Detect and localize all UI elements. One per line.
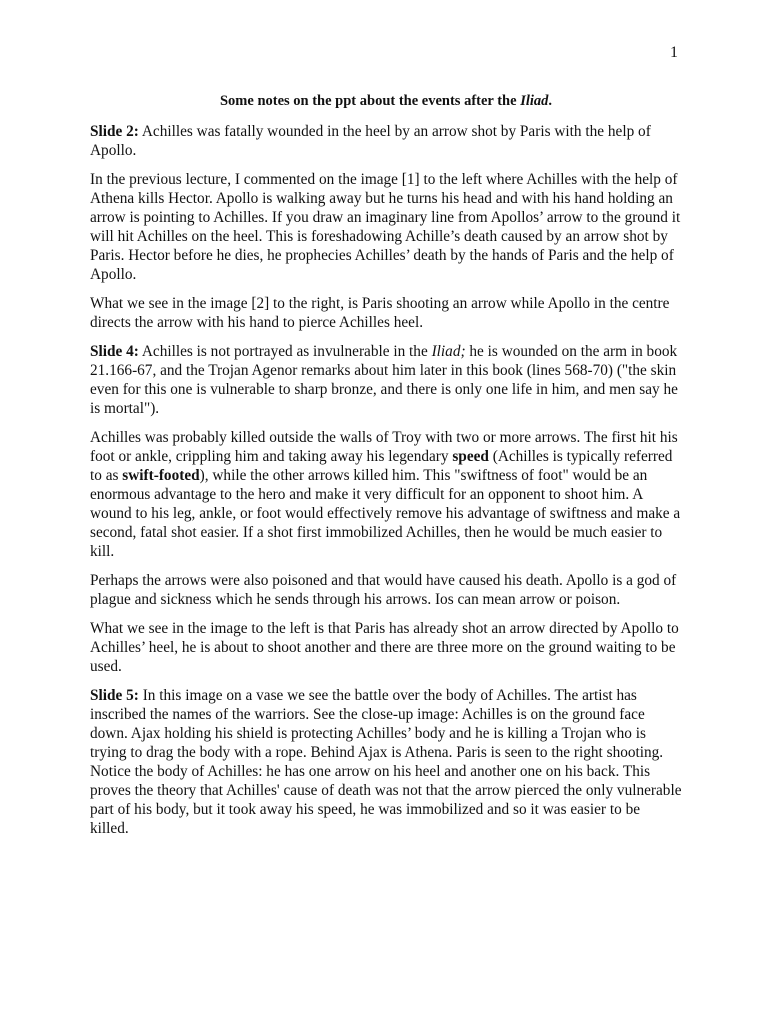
troy-text-c: ), while the other arrows killed him. This "swiftness of foot" would be an enormous advantage to the hero and make it very difficult for an opponent to shoot him. A wound to his leg, ankle, or foot would effectively remove his advantage of swiftness and make a second, fatal shot easier. If a shot first immobilized Achilles, then he would be much easier to kill. — [90, 467, 681, 560]
document-title — [90, 92, 682, 111]
title-main: Some notes on the ppt about the events after the — [219, 93, 521, 109]
title-end: . — [548, 93, 553, 109]
slide-5-label: Slide 5: — [90, 687, 139, 704]
slide-4-text-a: Achilles is not portrayed as invulnerable in the — [138, 343, 432, 360]
title-italic: Iliad — [520, 93, 549, 109]
paragraph-poisoned-arrows: Perhaps the arrows were also poisoned and that would have caused his death. Apollo is a god of plague and sickness which he sends through his arrows. Ios can mean arrow or poison. — [90, 572, 677, 608]
paragraph-previous-lecture: In the previous lecture, I commented on the image [1] to the left where Achilles with the help of Athena kills Hector. Apollo is walking away but he turns his head and with his hand holding an arrow is pointing to Achilles. If you draw an imaginary line from Apollos’ arrow to the ground it will hit Achilles on the heel. This is foreshadowing Achille’s death caused by an arrow shot by Paris. Hector before he dies, he prophecies Achilles’ death by the hands of Paris and the help of Apollo. — [90, 171, 681, 283]
slide-4-text-b: he is wounded on the arm in book 21.166-67, and the Trojan Agenor remarks about him later in this book (lines 568-70) ("the skin even for this one is vulnerable to sharp bronze, and there is only one life in him, and men say he is mortal"). — [90, 343, 678, 417]
document-body — [90, 92, 682, 848]
troy-text-a: Achilles was probably killed outside the walls of Troy with two or more arrows. The first hit his foot or ankle, crippling him and taking away his legendary — [90, 429, 678, 465]
slide-4-italic: Iliad; — [431, 343, 466, 360]
slide-2-label: Slide 2: — [90, 123, 139, 140]
paragraph-killed-outside-troy — [90, 428, 682, 561]
paragraph-image-2: What we see in the image [2] to the right, is Paris shooting an arrow while Apollo in the centre directs the arrow with his hand to pierce Achilles heel. — [90, 295, 670, 331]
troy-text-b: (Achilles is typically referred to as — [90, 448, 673, 484]
swift-footed-bold: swift-footed — [122, 467, 200, 484]
paragraph-slide-2 — [90, 122, 682, 160]
paragraph-slide-5 — [90, 686, 682, 838]
slide-2-text: Achilles was fatally wounded in the heel by an arrow shot by Paris with the help of Apollo. — [90, 123, 651, 159]
paragraph-slide-4 — [90, 342, 682, 418]
slide-4-label: Slide 4: — [90, 343, 139, 360]
paragraph-image-left: What we see in the image to the left is that Paris has already shot an arrow directed by Apollo to Achilles’ heel, he is about to shoot another and there are three more on the ground waiting to be used. — [90, 620, 679, 675]
speed-bold: speed — [452, 448, 489, 465]
slide-5-text: In this image on a vase we see the battle over the body of Achilles. The artist has inscribed the names of the warriors. See the close-up image: Achilles is on the ground face down. Ajax holding his shield is protecting Achilles’ body and he is killing a Trojan who is trying to drag the body with a rope. Behind Ajax is Athena. Paris is seen to the right shooting. Notice the body of Achilles: he has one arrow on his heel and another one on his back. This proves the theory that Achilles' cause of death was not that the arrow pierced the only vulnerable part of his body, but it took away his speed, he was immobilized and so it was easier to be killed. — [90, 687, 682, 837]
page-number: 1 — [670, 44, 678, 61]
